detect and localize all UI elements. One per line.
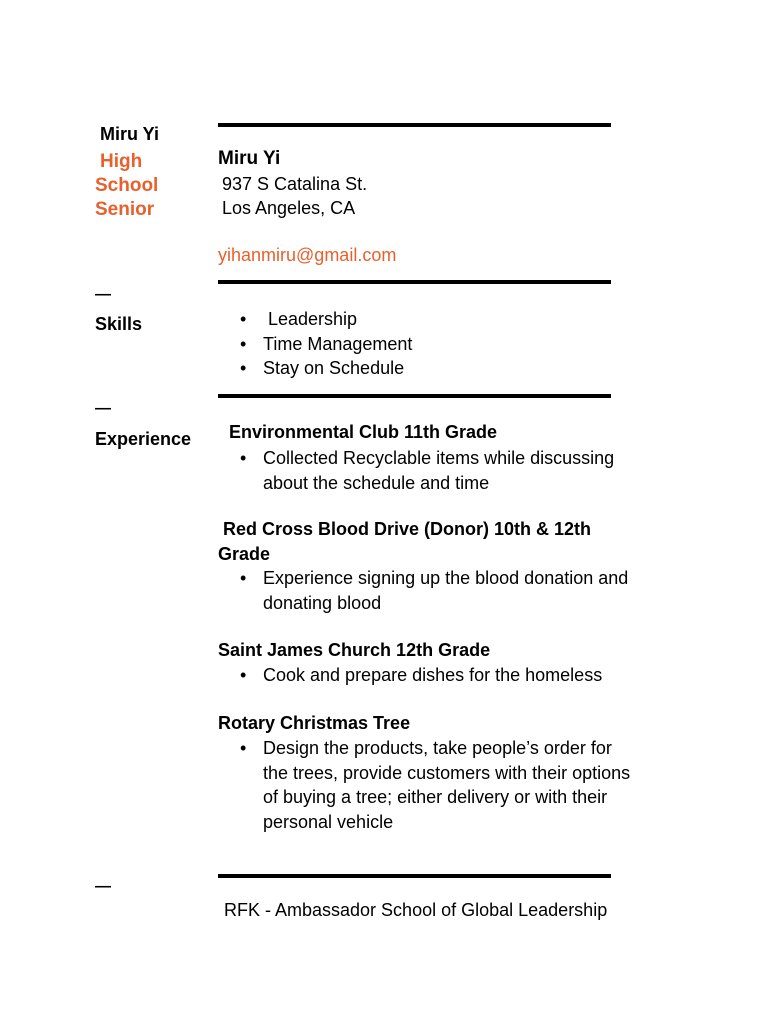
sidebar-title-line-3: Senior <box>95 199 155 220</box>
job-bullets <box>218 446 638 495</box>
divider-skills <box>218 280 611 284</box>
sidebar-name: Miru Yi <box>100 124 160 144</box>
school-name: RFK - Ambassador School of Global Leadership <box>224 900 608 920</box>
skills-heading: Skills <box>95 314 143 334</box>
experience-dash: — <box>95 400 111 417</box>
sidebar-title <box>95 150 158 222</box>
skill-item: • Time Management <box>218 332 618 357</box>
job-bullet: • Cook and prepare dishes for the homeless <box>218 663 658 688</box>
job-bullet: • Experience signing up the blood donation and donating blood <box>218 566 638 615</box>
skill-item: • Leadership <box>218 307 618 332</box>
job-bullet: • Collected Recyclable items while discussing about the schedule and time <box>218 446 638 495</box>
job-bullets <box>218 663 658 688</box>
divider-experience <box>218 394 611 398</box>
address-line-1: 937 S Catalina St. <box>222 174 368 194</box>
skills-dash: — <box>95 286 111 303</box>
skill-item: • Stay on Schedule <box>218 356 618 381</box>
education-dash: — <box>95 878 111 895</box>
job-title: Red Cross Blood Drive (Donor) 10th & 12th Grade <box>218 519 592 564</box>
job-bullets <box>218 736 638 834</box>
job-bullet: • Design the products, take people’s order for the trees, provide customers with their options of buying a tree; either delivery or with their personal vehicle <box>218 736 638 834</box>
job-title: Rotary Christmas Tree <box>218 713 411 733</box>
skills-list <box>218 307 618 381</box>
job-title: Saint James Church 12th Grade <box>218 640 491 660</box>
email-link[interactable]: yihanmiru@gmail.com <box>218 245 397 265</box>
divider-top <box>218 123 611 127</box>
experience-heading: Experience <box>95 429 192 449</box>
divider-education <box>218 874 611 878</box>
sidebar-title-line-1: High <box>100 151 143 172</box>
sidebar-title-line-2: School <box>95 175 159 196</box>
job-title: Environmental Club 11th Grade <box>229 422 498 442</box>
job-bullets <box>218 566 638 615</box>
address-line-2: Los Angeles, CA <box>222 198 356 218</box>
contact-name: Miru Yi <box>218 148 281 169</box>
